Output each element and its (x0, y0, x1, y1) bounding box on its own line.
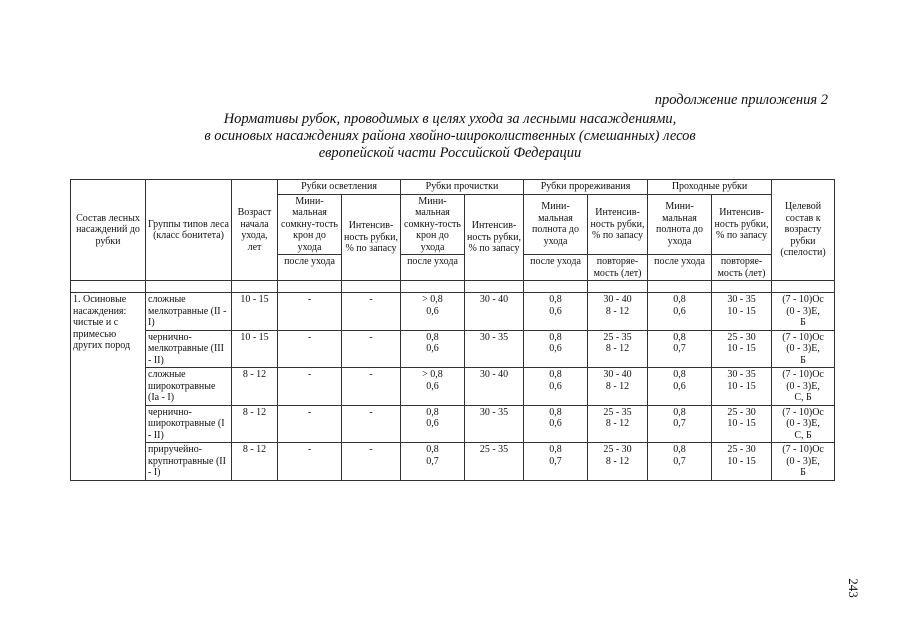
passing-min-cell: 0,8 0,6 (648, 368, 712, 406)
group-cell: чернично-мелкотравные (III - II) (146, 330, 232, 368)
header-cleaning-min-closure: Мини-мальная сомкну-тость крон до ухода (401, 194, 465, 255)
continuation-note: продолжение приложения 2 (654, 92, 828, 108)
cleaning-intensity-cell: 30 - 40 (465, 368, 524, 406)
passing-intensity-cell: 25 - 30 10 - 15 (712, 330, 772, 368)
thinning-intensity-cell: 30 - 40 8 - 12 (588, 293, 648, 331)
cleaning-min-cell: 0,8 0,7 (401, 443, 465, 481)
thinning-min-cell: 0,8 0,6 (524, 405, 588, 443)
clarifying-min-cell: - (278, 405, 342, 443)
composition-cell: 1. Осиновые насаждения: чистые и с примесью других пород (71, 293, 146, 481)
title-line-3: европейской части Российской Федерации (318, 145, 582, 161)
page-number: 243 (845, 578, 861, 598)
clarifying-min-cell: - (278, 368, 342, 406)
table-row (71, 405, 835, 443)
thinning-intensity-cell: 25 - 35 8 - 12 (588, 330, 648, 368)
header-row-groups (71, 180, 835, 195)
header-passing-after: после ухода (648, 255, 712, 281)
spacer-row (71, 281, 835, 293)
age-cell: 8 - 12 (232, 368, 278, 406)
group-cell: чернично-широкотравные (I - II) (146, 405, 232, 443)
passing-min-cell: 0,8 0,6 (648, 293, 712, 331)
header-target-composition: Целевой состав к возрасту рубки (спелости) (772, 180, 835, 281)
passing-intensity-cell: 25 - 30 10 - 15 (712, 443, 772, 481)
thinning-intensity-cell: 25 - 35 8 - 12 (588, 405, 648, 443)
clarifying-min-cell: - (278, 443, 342, 481)
header-start-age: Возраст начала ухода, лет (232, 180, 278, 281)
thinning-intensity-cell: 25 - 30 8 - 12 (588, 443, 648, 481)
clarifying-intensity-cell: - (342, 405, 401, 443)
header-passing-intensity: Интенсив-ность рубки, % по запасу (712, 194, 772, 255)
header-passing-repeat: повторяе-мость (лет) (712, 255, 772, 281)
cleaning-min-cell: > 0,8 0,6 (401, 368, 465, 406)
header-cleaning-cuttings: Рубки прочистки (401, 180, 524, 195)
title-line-2: в осиновых насаждениях района хвойно-широколиственных (смешанных) лесов (204, 128, 696, 144)
group-cell: сложные широкотравные (Ia - I) (146, 368, 232, 406)
passing-intensity-cell: 30 - 35 10 - 15 (712, 368, 772, 406)
age-cell: 8 - 12 (232, 405, 278, 443)
thinning-min-cell: 0,8 0,6 (524, 330, 588, 368)
clarifying-min-cell: - (278, 293, 342, 331)
passing-intensity-cell: 25 - 30 10 - 15 (712, 405, 772, 443)
passing-min-cell: 0,8 0,7 (648, 405, 712, 443)
header-cleaning-after: после ухода (401, 255, 465, 281)
cleaning-intensity-cell: 25 - 35 (465, 443, 524, 481)
target-cell: (7 - 10)Ос (0 - 3)Е, Б (772, 330, 835, 368)
target-cell: (7 - 10)Ос (0 - 3)Е, С, Б (772, 405, 835, 443)
header-forest-groups: Группы типов леса (класс бонитета) (146, 180, 232, 281)
target-cell: (7 - 10)Ос (0 - 3)Е, С, Б (772, 368, 835, 406)
header-cleaning-intensity: Интенсив-ность рубки, % по запасу (465, 194, 524, 281)
target-cell: (7 - 10)Ос (0 - 3)Е, Б (772, 443, 835, 481)
header-thinning-after: после ухода (524, 255, 588, 281)
clarifying-intensity-cell: - (342, 443, 401, 481)
cleaning-intensity-cell: 30 - 40 (465, 293, 524, 331)
table-row (71, 330, 835, 368)
thinning-min-cell: 0,8 0,7 (524, 443, 588, 481)
cleaning-min-cell: 0,8 0,6 (401, 405, 465, 443)
header-clarifying-cuttings: Рубки осветления (278, 180, 401, 195)
cleaning-min-cell: > 0,8 0,6 (401, 293, 465, 331)
header-thinning-repeat: повторяе-мость (лет) (588, 255, 648, 281)
header-passing-min-density: Мини-мальная полнота до ухода (648, 194, 712, 255)
thinning-min-cell: 0,8 0,6 (524, 293, 588, 331)
passing-intensity-cell: 30 - 35 10 - 15 (712, 293, 772, 331)
target-cell: (7 - 10)Ос (0 - 3)Е, Б (772, 293, 835, 331)
header-clarifying-intensity: Интенсив-ность рубки, % по запасу (342, 194, 401, 281)
group-cell: сложные мелкотравные (II - I) (146, 293, 232, 331)
thinning-intensity-cell: 30 - 40 8 - 12 (588, 368, 648, 406)
page-title (150, 111, 750, 162)
header-thinning-intensity: Интенсив-ность рубки, % по запасу (588, 194, 648, 255)
header-composition: Состав лесных насаждений до рубки (71, 180, 146, 281)
cleaning-intensity-cell: 30 - 35 (465, 330, 524, 368)
passing-min-cell: 0,8 0,7 (648, 443, 712, 481)
table-row (71, 368, 835, 406)
clarifying-intensity-cell: - (342, 368, 401, 406)
clarifying-intensity-cell: - (342, 330, 401, 368)
header-passing-cuttings: Проходные рубки (648, 180, 772, 195)
group-cell: приручейно-крупнотравные (II - I) (146, 443, 232, 481)
header-clarifying-after: после ухода (278, 255, 342, 281)
header-clarifying-min-closure: Мини-мальная сомкну-тость крон до ухода (278, 194, 342, 255)
table-row (71, 293, 835, 331)
passing-min-cell: 0,8 0,7 (648, 330, 712, 368)
norms-table (70, 179, 835, 481)
table-row (71, 443, 835, 481)
title-line-1: Нормативы рубок, проводимых в целях ухода за лесными насаждениями, (223, 111, 677, 127)
clarifying-min-cell: - (278, 330, 342, 368)
cleaning-min-cell: 0,8 0,6 (401, 330, 465, 368)
header-thinning-cuttings: Рубки прореживания (524, 180, 648, 195)
cleaning-intensity-cell: 30 - 35 (465, 405, 524, 443)
age-cell: 8 - 12 (232, 443, 278, 481)
age-cell: 10 - 15 (232, 330, 278, 368)
clarifying-intensity-cell: - (342, 293, 401, 331)
header-thinning-min-density: Мини-мальная полнота до ухода (524, 194, 588, 255)
thinning-min-cell: 0,8 0,6 (524, 368, 588, 406)
age-cell: 10 - 15 (232, 293, 278, 331)
